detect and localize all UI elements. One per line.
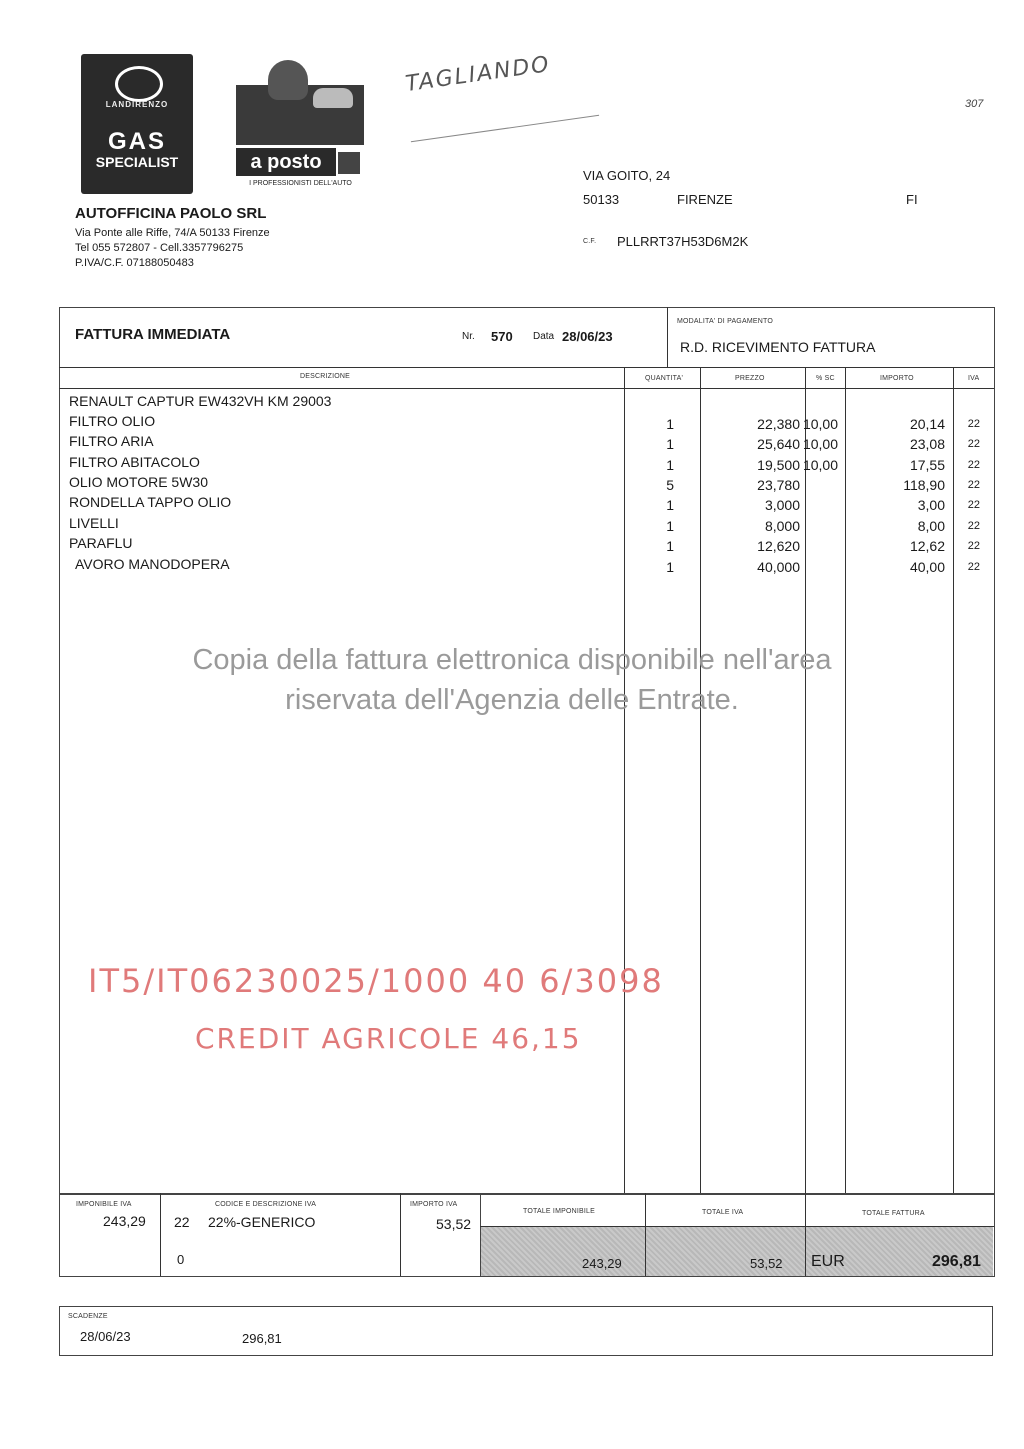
item-description: AVORO MANODOPERA [75, 556, 230, 572]
vat-col-line-1 [160, 1193, 161, 1276]
item-amount: 40,00 [909, 559, 945, 575]
col-header-description: DESCRIZIONE [300, 373, 351, 380]
col-line-qty [700, 367, 701, 1194]
invoice-nr-label: Nr. [462, 331, 475, 342]
vat-code-description: 22%-GENERICO [208, 1214, 316, 1230]
payment-method: R.D. RICEVIMENTO FATTURA [680, 339, 876, 355]
total-vat-label: TOTALE IVA [702, 1209, 744, 1216]
vat-code-zero: 0 [177, 1252, 185, 1267]
currency-label: EUR [811, 1253, 845, 1270]
vat-amount: 53,52 [436, 1216, 472, 1232]
item-price: 8,000 [764, 518, 800, 534]
item-quantity: 1 [666, 416, 674, 432]
item-amount: 118,90 [903, 477, 945, 493]
issuer-name: AUTOFFICINA PAOLO SRL [75, 205, 267, 222]
renault-badge-icon [338, 152, 360, 174]
item-vat: 22 [967, 479, 980, 491]
item-price: 3,000 [764, 497, 800, 513]
issuer-address: Via Ponte alle Riffe, 74/A 50133 Firenze [75, 227, 270, 239]
item-price: 23,780 [757, 477, 800, 493]
totals-box [480, 1193, 995, 1277]
item-description: PARAFLU [69, 535, 133, 551]
item-quantity: 1 [666, 559, 674, 575]
item-vat: 22 [967, 459, 980, 471]
aposto-logo [233, 60, 368, 195]
gas-specialist-logo [81, 54, 193, 194]
item-amount: 8,00 [917, 518, 945, 534]
item-price: 25,640 [757, 436, 800, 452]
item-amount: 17,55 [909, 457, 945, 473]
col-line-desc [624, 367, 625, 1194]
red-handwritten-bank: CREDIT AGRICOLE 46,15 [195, 1022, 582, 1055]
issuer-vat: P.IVA/C.F. 07188050483 [75, 257, 194, 269]
item-price: 22,380 [757, 416, 800, 432]
invoice-title: FATTURA IMMEDIATA [75, 326, 231, 343]
item-amount: 23,08 [909, 436, 945, 452]
vat-code: 22 [174, 1214, 190, 1230]
col-header-quantity: QUANTITA' [645, 375, 684, 382]
aposto-name: a posto [236, 148, 336, 176]
item-vat: 22 [967, 520, 980, 532]
invoice-table-frame [59, 307, 995, 1195]
item-description: LIVELLI [69, 515, 119, 531]
total-invoice-value: 296,81 [932, 1253, 981, 1270]
col-header-discount: % SC [816, 375, 835, 382]
item-quantity: 1 [666, 497, 674, 513]
watermark-line-2: riservata dell'Agenzia delle Entrate. [285, 684, 739, 716]
item-vat: 22 [967, 561, 980, 573]
item-quantity: 1 [666, 538, 674, 554]
issuer-phone: Tel 055 572807 - Cell.3357796275 [75, 242, 244, 254]
landirenzo-circle-icon [115, 66, 163, 102]
item-price: 40,000 [757, 559, 800, 575]
invoice-nr: 570 [491, 329, 513, 344]
col-line-price [805, 367, 806, 1194]
column-header-divider [59, 388, 994, 389]
vat-code-label: CODICE E DESCRIZIONE IVA [215, 1201, 317, 1208]
header-divider [59, 367, 994, 368]
total-taxable-value: 243,29 [582, 1256, 622, 1271]
invoice-date-label: Data [533, 331, 555, 342]
aposto-tagline: I PROFESSIONISTI DELL'AUTO [249, 180, 352, 187]
customer-street: VIA GOITO, 24 [583, 168, 671, 183]
handwritten-underline [411, 115, 599, 142]
total-taxable-label: TOTALE IMPONIBILE [523, 1208, 595, 1215]
payment-label: MODALITA' DI PAGAMENTO [677, 318, 773, 325]
totals-col-line-1 [645, 1193, 646, 1276]
customer-cf: PLLRRT37H53D6M2K [617, 234, 749, 249]
due-amount: 296,81 [242, 1331, 282, 1346]
col-header-price: PREZZO [735, 375, 765, 382]
customer-province: FI [906, 192, 918, 207]
item-vat: 22 [967, 438, 980, 450]
watermark-line-1: Copia della fattura elettronica disponibile nell'area [192, 644, 832, 676]
vat-col-line-2 [400, 1193, 401, 1276]
item-discount: 10,00 [802, 457, 838, 473]
invoice-date: 28/06/23 [562, 329, 613, 344]
header-vertical [667, 307, 668, 367]
item-price: 19,500 [757, 457, 800, 473]
due-box [59, 1306, 993, 1356]
item-description: OLIO MOTORE 5W30 [69, 474, 208, 490]
handwritten-note: TAGLIANDO [403, 51, 553, 98]
taxable-label: IMPONIBILE IVA [76, 1201, 132, 1208]
item-description: RONDELLA TAPPO OLIO [69, 494, 232, 510]
item-quantity: 1 [666, 518, 674, 534]
red-handwritten-code: IT5/IT06230025/1000 40 6/3098 [88, 962, 664, 1000]
item-vat: 22 [967, 540, 980, 552]
item-quantity: 1 [666, 436, 674, 452]
item-amount: 3,00 [917, 497, 945, 513]
item-description: FILTRO ARIA [69, 433, 154, 449]
item-discount: 10,00 [802, 436, 838, 452]
item-amount: 12,62 [909, 538, 945, 554]
mechanic-figure-icon [268, 60, 308, 100]
col-header-amount: IMPORTO [880, 375, 914, 382]
item-discount: 10,00 [802, 416, 838, 432]
item-description: FILTRO ABITACOLO [69, 454, 200, 470]
logo-gas-text: GAS [107, 128, 166, 155]
logo-brand-text: LANDIRENZO [105, 100, 169, 109]
item-vat: 22 [967, 418, 980, 430]
totals-header-line [480, 1226, 994, 1227]
item-quantity: 5 [666, 477, 674, 493]
item-description: FILTRO OLIO [69, 413, 156, 429]
item-amount: 20,14 [909, 416, 945, 432]
totals-col-line-2 [805, 1193, 806, 1276]
customer-city: FIRENZE [677, 192, 733, 207]
vehicle-line: RENAULT CAPTUR EW432VH KM 29003 [69, 393, 332, 409]
total-invoice-label: TOTALE FATTURA [862, 1210, 925, 1217]
item-quantity: 1 [666, 457, 674, 473]
col-line-disc [845, 367, 846, 1194]
col-line-amount [953, 367, 954, 1194]
item-vat: 22 [967, 499, 980, 511]
car-icon [313, 88, 353, 108]
due-label: SCADENZE [68, 1313, 108, 1320]
page-number: 307 [965, 98, 984, 110]
item-price: 12,620 [757, 538, 800, 554]
taxable-value: 243,29 [103, 1213, 146, 1229]
due-date: 28/06/23 [80, 1329, 131, 1344]
total-vat-value: 53,52 [750, 1256, 783, 1271]
logo-specialist-text: SPECIALIST [95, 154, 179, 170]
col-header-vat: IVA [968, 375, 980, 382]
vat-amount-label: IMPORTO IVA [410, 1201, 458, 1208]
customer-cap: 50133 [583, 192, 620, 207]
customer-cf-label: C.F. [583, 238, 597, 245]
